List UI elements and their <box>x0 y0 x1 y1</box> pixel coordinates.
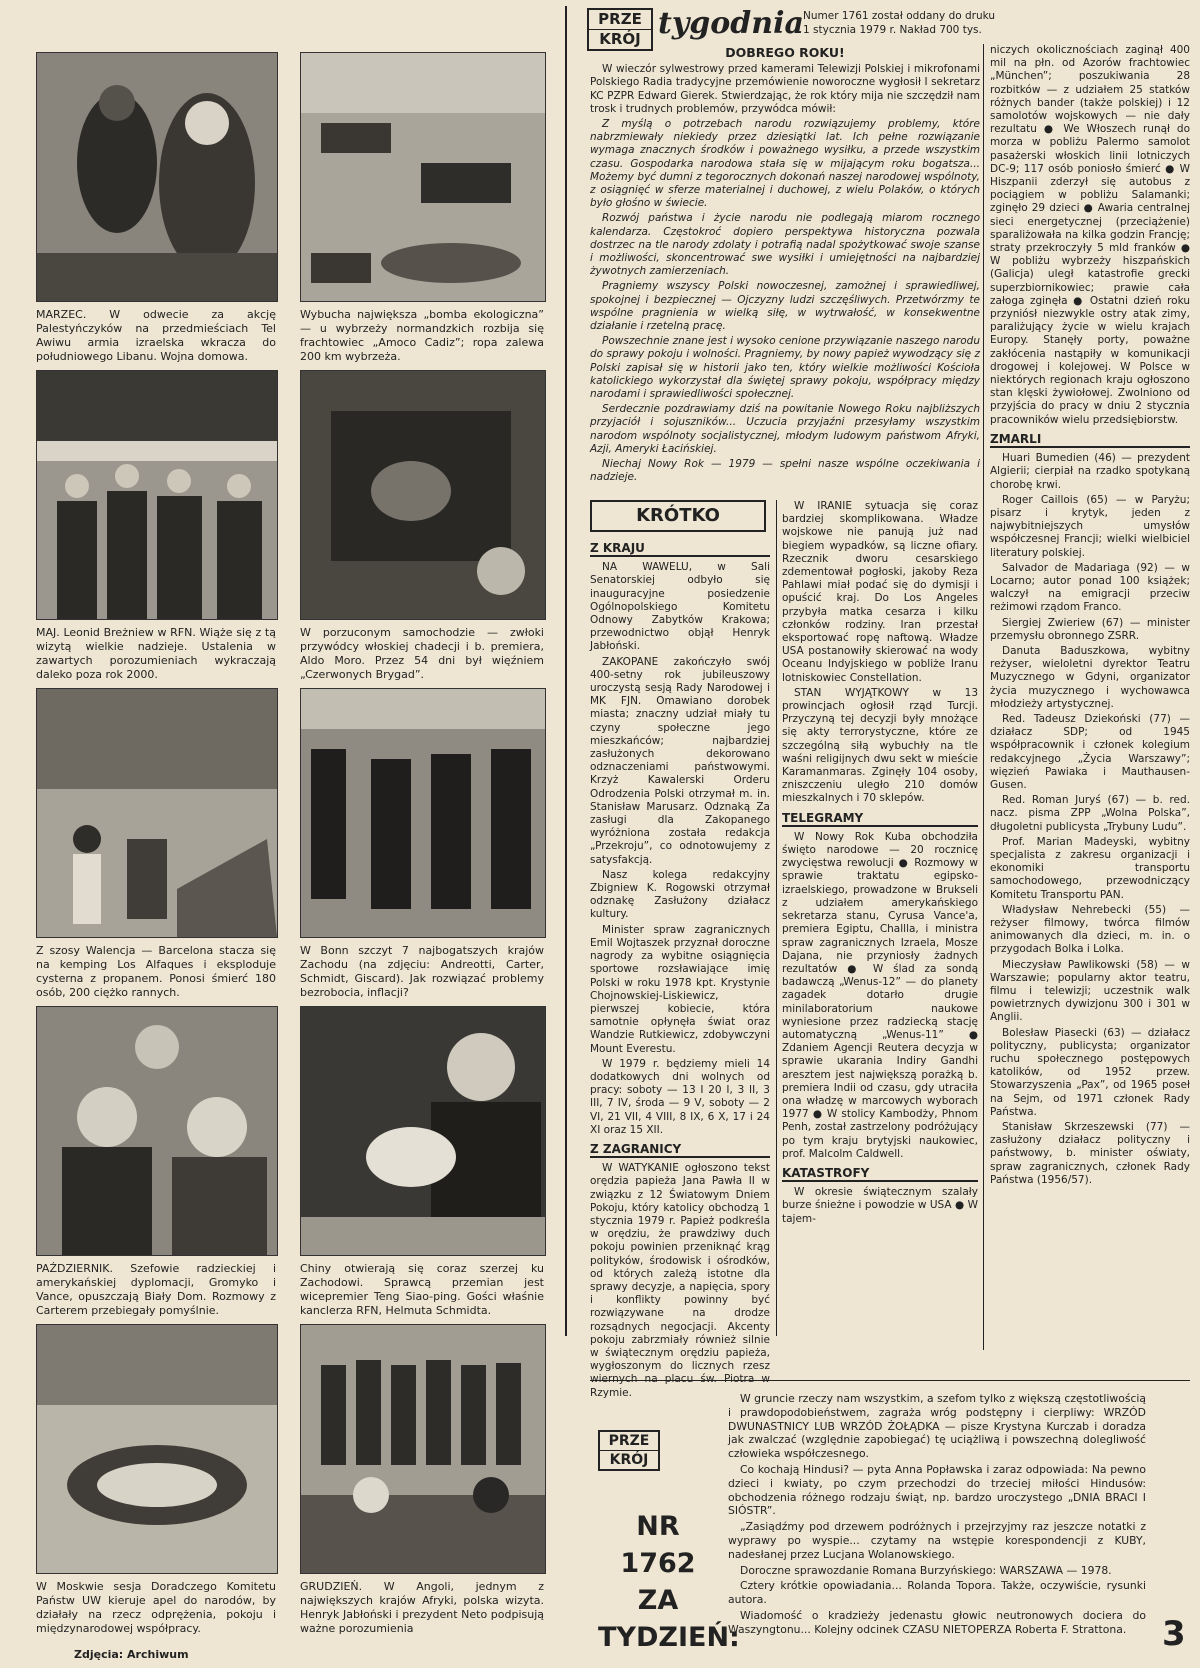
photo-march-lebanon <box>36 52 278 302</box>
print-note-2: 1 stycznia 1979 r. Nakład 700 tys. <box>803 24 982 36</box>
next-issue-item: „Zasiądźmy pod drzewem podróżnych i przejrzyjmy raz jeszcze notatki z wyprawy po wyspie... czytamy na wstępie korespondencji z KUBY, nadesłanej przez Lucjana Wolanowskiego. <box>728 1520 1146 1561</box>
news-item: W IRANIE sytuacja się coraz bardziej skomplikowana. Władze wojskowe nie panują już nad biegiem wypadków, są liczne ofiary. Rzecznik dworu cesarskiego zdementował pogłoski, jakoby Reza Pahlawi miał podać się do dymisji i opuścić kraj. Do Los Angeles przybyła matka cesarza i kilku członków rodziny. Iran przestał eksportować ropę naftową. Władze USA postanowiły skierować na wody Oceanu Indyjskiego w pobliże Iranu lotniskowiec Constellation. <box>782 500 978 684</box>
obituary: Bolesław Piasecki (63) — działacz polityczny, publicysta; organizator ruchu społecznego postępowych katolików, od 1952 przew. Stowarzyszenia „Pax”, od 1965 poseł na Sejm, od 1971 członek Rady Państwa. <box>990 1026 1190 1118</box>
obituary: Prof. Marian Madeyski, wybitny specjalista z zakresu organizacji i ekonomiki transportu samochodowego, przewodniczący Komitetu Transportu PAN. <box>990 835 1190 901</box>
z-kraju-heading: Z KRAJU <box>590 542 770 557</box>
krotko-divider <box>776 500 777 1336</box>
obituary: Władysław Nehrebecki (55) — reżyser filmowy, twórca filmów animowanych dla dzieci, m. in. o przygodach Bolka i Lolka. <box>990 903 1190 956</box>
caption-los-alfaques: Z szosy Walencja — Barcelona stacza się na kemping Los Alfaques i eksploduje cysterna z propanem. Ponosi śmierć 180 osób, 200 ciężko rannych. <box>36 944 276 999</box>
krotko-box: KRÓTKO <box>590 500 766 532</box>
news-item: W WATYKANIE ogłoszono tekst orędzia papieża Jana Pawła II w związku z 12 Światowym Dniem Pokoju, który katolicy obchodzą 1 stycznia 1979 r. Papież podkreśla w orędziu, że prawdziwy duch pokoju powinien przeniknąć krąg polityków, środowisk i ośrodków, od których zależą istotne dla sprawy decyzje, a napięcia, spory i konflikty powinny być rozwiązywane na drodze rozsądnych negocjacji. Akcenty pokoju zabrzmiały również silnie w świątecznym orędziu papieża, wygłoszonym do licznych rzesz Rzymie. <box>590 1162 770 1399</box>
article-paragraph: Pragniemy wszyscy Polski nowoczesnej, zamożnej i sprawiedliwej, spokojnej i bezpiecznej — Ojczyzny ludzi szczęśliwych. Przetwórzmy te wspólne pragnienia w wielką siłę, w wytrwałość, w konsekwentne działanie i rzetelną pracę. <box>590 280 980 333</box>
caption-angola: GRUDZIEŃ. W Angoli, jednym z największych krajów Afryki, polska wizyta. Henryk Jabłoński i prezydent Neto podpisują ważne porozumienia <box>300 1580 544 1635</box>
next-issue-contents <box>728 1392 1146 1652</box>
article-paragraph: Serdecznie pozdrawiamy dziś na powitanie Nowego Roku najbliższych przyjaciół i sojuszników... Uczucia przyjaźni przesyłamy wszystkim narodom wspólnoty socjalistycznej, młodym ludowym państwom Afryki, Azji, Ameryki Łacińskiej. <box>590 403 980 455</box>
right-column-divider <box>983 44 984 1350</box>
photo-teng-schmidt <box>300 1006 546 1256</box>
katastrofy-heading: KATASTROFY <box>782 1167 978 1182</box>
news-item: Nasz kolega redakcyjny Zbigniew K. Rogowski otrzymał odznakę Zasłużony działacz kultury. <box>590 868 770 921</box>
masthead-title: tygodnia <box>658 6 804 41</box>
print-note-1: Numer 1761 został oddany do druku <box>803 10 996 22</box>
caption-bonn-summit: W Bonn szczyt 7 najbogatszych krajów Zachodu (na zdjęciu: Andreotti, Carter, Schmidt, Giscard). Jak rozwiązać problemy bezrobocia, inflacji? <box>300 944 544 999</box>
photo-los-alfaques <box>36 688 278 938</box>
next-issue-item: Cztery krótkie opowiadania... Rolanda Topora. Także, oczywiście, rysunki autora. <box>728 1579 1146 1607</box>
katastrofy-text: W okresie świątecznym szalały burze śnieżne i powodzie w USA ● W tajem- <box>782 1186 978 1225</box>
photo-moscow-session <box>36 1324 278 1574</box>
caption-teng-schmidt: Chiny otwierają się coraz szerzej ku Zachodowi. Sprawcą przemian jest wicepremier Teng Siao-ping. Gości właśnie kanclerza RFN, Helmuta Schmidta. <box>300 1262 544 1317</box>
obituary: Red. Tadeusz Dziekoński (77) — działacz SDP; od 1945 współpracownik i członek kolegium redakcyjnego „Życia Warszawy”; więzień Pawiaka i Mauthausen-Gusen. <box>990 712 1190 791</box>
news-item: W 1979 r. będziemy mieli 14 dodatkowych dni wolnych od pracy: soboty — 13 I 20 I, 3 II, 3 III, 7 IV, środa — 9 V, soboty — 2 VI, 21 VII, 4 VIII, 8 IX, 6 X, 17 i 24 XI oraz 15 XII. <box>590 1057 770 1136</box>
article-paragraph: Rozwój państwa i życie narodu nie podlegają miarom rocznego kalendarza. Częstokroć dopiero perspektywa historyczna pozwala dostrzec na tle narody zdolaty i potrafią nadal spożytkować swoje szanse i możliwości, skoncentrować swe wysiłki i umiejętności na najbardziej żywotnych zamierzeniach. <box>590 212 980 278</box>
caption-brezhnev: MAJ. Leonid Breżniew w RFN. Wiąże się z tą wizytą wielkie nadzieje. Ustalenia w zawartych porozumieniach wykraczają daleko poza rok 2000. <box>36 626 276 681</box>
obituary: Huari Bumedien (46) — prezydent Algierii; cierpiał na rzadko spotykaną chorobę krwi. <box>990 452 1190 491</box>
news-item: ZAKOPANE zakończyło swój 400-setny rok jubileuszowy uroczystą sesją Rady Narodowej i MK FJN. Omawiano dorobek miasta; znaczny udział miały tu czyny społeczne jego mieszkańców; najbardziej zasłużonych dekorowano odznaczeniami państwowymi. Krzyż Kawalerski Orderu Odrodzenia Polski otrzymał m. in. Stanisław Marusarz. Odznaką Za zasługi dla Zakopanego wyróżniona została redakcja „Przekroju”, co odnotowujemy z satysfakcją. <box>590 655 770 866</box>
article-paragraph: Powszechnie znane jest i wysoko cenione przywiązanie naszego narodu do sprawy pokoju i wolności. Pragniemy, by nowy papież wywodzący się z Polski zapisał się w historii jako ten, który wielkie możliwości Kościoła katolickiego wykorzystał dla świętej sprawy pokoju, współpracy między narodami i sprawiedliwości społecznej. <box>590 335 980 401</box>
next-issue-item: Wiadomość o kradzieży jedenastu głowic neutronowych dociera do Waszyngtonu... Kolejny odcinek CZASU NIETOPERZA Roberta F. Strattona. <box>728 1608 1146 1636</box>
przekroj-logo-small <box>598 1430 660 1471</box>
obituary: Salvador de Madariaga (92) — w Locarno; autor ponad 100 książek; walczył na emigracji przeciw reżimowi rządom Franco. <box>990 561 1190 614</box>
obituary: Mieczysław Pawlikowski (58) — w Warszawie; popularny aktor teatru, filmu i telewizji; uczestnik walk powietrznych dywizjonu 300 i 301 w Anglii. <box>990 958 1190 1024</box>
photo-brezhnev <box>36 370 278 620</box>
logo-bottom: KRÓJ <box>609 1452 649 1468</box>
next-issue-line-3: TYDZIEŃ: <box>598 1622 740 1653</box>
caption-amoco-cadiz: Wybucha największa „bomba ekologiczna” — u wybrzeży normandzkich rozbija się frachtowiec „Amoco Cadiz”; ropa zalewa 200 km wybrzeża. <box>300 308 544 363</box>
article-main <box>590 44 980 512</box>
disasters-continued: niczych okolicznościach zaginął 400 mil na płn. od Azorów frachtowiec „München”; poszukiwania 28 rozbitków — z udziałem 25 statków różnych bander (także polskiej) i 12 samolotów wojskowych — nie dały rezultatu ● We Włoszech runął do morza w pobliżu Palermo samolot pasażerski włoskich linii lotniczych DC-9; 117 osób poniosło śmierć ● W Hiszpanii zderzył się autobus z pociągiem w pobliżu Salamanki; zginęło 29 dzieci ● Awaria centralnej sieci energetycznej (przeciążenie) sparaliżowała na kilka godzin Francję; straty przekroczyły 5 mld franków ● W pobliżu wybrzeży hiszpańskich (Galicja) uległ katastrofie grecki superzbiornikowiec; prawie cała załoga zginęła ● Ostatni dzień roku przyniósł niezwykle ostry atak zimy, paraliżujący życie w wielu krajach Europy. Stanęły porty, poważne zakłócenia nastąpiły w komunikacji drogowej i kolejowej. W Polsce w niektórych regionach kraju ogłoszono stan klęski żywiołowej. Zwolniono od przyjścia do pracy w dniu 2 stycznia pracowników wielu przedsiębiorstw. <box>990 44 1190 426</box>
photo-bonn-summit <box>300 688 546 938</box>
news-item: STAN WYJĄTKOWY w 13 prowincjach ogłosił rząd Turcji. Przyczyną tej decyzji były mnożące się akty terrorystyczne, które ze szczególną siłą wybuchły na tle waśni religijnych dwu sekt w mieście Karamanmaras. Zginęły 104 osoby, zniszczeniu uległo 210 domów mieszkalnych i 70 sklepów. <box>782 686 978 805</box>
next-issue-line-1: NR 1762 <box>620 1511 696 1579</box>
article-paragraph: Niechaj Nowy Rok — 1979 — spełni nasze wspólne oczekiwania i nadzieje. <box>590 458 980 484</box>
obituary: Red. Roman Juryś (67) — b. red. nacz. pisma ZPP „Wolna Polska”, długoletni publicysta „Trybuny Ludu”. <box>990 794 1190 833</box>
logo-bottom: KRÓJ <box>599 30 641 48</box>
telegramy-heading: TELEGRAMY <box>782 812 978 827</box>
krotko-column-2 <box>782 500 978 1336</box>
photo-aldo-moro <box>300 370 546 620</box>
z-zagranicy-heading: Z ZAGRANICY <box>590 1143 770 1158</box>
page-number: 3 <box>1162 1614 1186 1654</box>
logo-top: PRZE <box>600 1432 658 1451</box>
next-issue-item: W gruncie rzeczy nam wszystkim, a szefom tylko z większą częstotliwością i prawdopodobieństwem, zagraża wróg podstępny i cierpliwy: WRZÓD DWUNASTNICY LUB WRZÓD ŻOŁĄDKA — pisze Krystyna Kurczab i doradza jak zwalczać (względnie zapobiegać) tę uciążliwą i powszechną dolegliwość człowieka współczesnego. <box>728 1392 1146 1461</box>
next-issue-number <box>598 1508 740 1656</box>
krotko-column-1 <box>590 536 770 1399</box>
photo-amoco-cadiz <box>300 52 546 302</box>
news-item: NA WAWELU, w Sali Senatorskiej odbyło się inauguracyjne posiedzenie Ogólnopolskiego Komitetu Odnowy Zabytków Krakowa; przewodnictwo objął Henryk Jabłoński. <box>590 561 770 653</box>
caption-march: MARZEC. W odwecie za akcję Palestyńczyków na przedmieściach Tel Awiwu armia izraelska wkracza do południowego Libanu. Wojna domowa. <box>36 308 276 363</box>
photo-gromyko-vance <box>36 1006 278 1256</box>
right-column <box>990 44 1190 1354</box>
photo-angola <box>300 1324 546 1574</box>
obituary: Roger Caillois (65) — w Paryżu; pisarz i krytyk, jeden z najwybitniejszych umysłów współczesnej Francji; wielki wielbiciel literatury polskiej. <box>990 493 1190 559</box>
obituary: Siergiej Zwieriew (67) — minister przemysłu obronnego ZSRR. <box>990 616 1190 642</box>
article-title: DOBREGO ROKU! <box>725 45 845 60</box>
obituary: Stanisław Skrzeszewski (77) — zasłużony działacz polityczny i państwowy, b. minister oświaty, spraw zagranicznych, członek Rady Państwa (1956/57). <box>990 1121 1190 1186</box>
photo-credit: Zdjęcia: Archiwum <box>74 1648 189 1661</box>
news-item: Minister spraw zagranicznych Emil Wojtaszek przyznał doroczne nagrody za wybitne osiągnięcia sportowe rozsławiające imię Polski w roku 1978 kpt. Krystynie Chojnowskiej-Liskiewicz, pierwszej kobiecie, która samotnie opłynęła świat oraz Wandzie Rutkiewicz, zdobywczyni Mount Everestu. <box>590 923 770 1055</box>
article-paragraph: W wieczór sylwestrowy przed kamerami Telewizji Polskiej i mikrofonami Polskiego Radia tradycyjne przemówienie noworoczne wygłosił I sekretarz KC PZPR Edward Gierek. Stwierdzając, że rok który mija nie szczędził nam trosk i trudnych problemów, przywódca mówił: <box>590 63 980 115</box>
next-issue-item: Co kochają Hindusi? — pyta Anna Popławska i zaraz odpowiada: Na pewno dzieci i kwiaty, po czym przechodzi do trzeciej miłości Hindusów: obchodzenia różnego rodzaju świąt, np. bardzo uroczystego „DNIA BRACI I SIÓSTR”. <box>728 1462 1146 1518</box>
bottom-box-top-rule <box>590 1380 1190 1381</box>
next-issue-item: Doroczne sprawozdanie Romana Burzyńskiego: WARSZAWA — 1978. <box>740 1563 1112 1577</box>
obituary: Danuta Baduszkowa, wybitny reżyser, wieloletni dyrektor Teatru Muzycznego w Gdyni, organizator życia muzycznego i wychowawca młodzieży artystycznej. <box>990 644 1190 710</box>
telegramy-text: W Nowy Rok Kuba obchodziła święto narodowe — 20 rocznicę zwycięstwa rewolucji ● Rozmowy w sprawie traktatu egipsko-izraelskiego, prowadzone w Brukseli z udziałem amerykańskiego sekretarza stanu, Cyrusa Vance'a, premiera Egiptu, Challla, i ministra spraw zagranicznych Izraela, Mosze Dajana, nie przyniosły żadnych rezultatów ● W ślad za sondą badawczą „Wenus-12” — do planety zagadek dotarło drugie minilaboratorium naukowe wyniesione przez radziecką stację automatyczną „Wenus-11” ● Zdaniem Agencji Reutera decyzja w sprawie ukarania Indiry Gandhi aresztem jest największą porażką b. premiera Indii od czasu, gdy utraciła ona władzę w marcowych wyborach 1977 ● W stolicy Kambodży, Phnom Penh, został zastrzelony podróżujący po tym kraju brytyjski naukowiec, prof. Malcolm Caldwell. <box>782 830 978 1160</box>
article-paragraph: Z myślą o potrzebach narodu rozwiązujemy problemy, które nabrzmiewały niekiedy przez dziesiątki lat. Ich pełne rozwiązanie wymaga znacznych środków i poważnego wysiłku, a przede wszystkim czasu. Gospodarka narodowa stała się w mijającym roku bogatsza... Możemy być dumni z tegorocznych dokonań naszej narodowej wspólnoty, z osiągnięć w sferze materialnej i duchowej, z wielu Polaków, o których było głośno w świecie. <box>590 118 980 210</box>
zmarli-heading: ZMARLI <box>990 433 1190 448</box>
caption-moscow-session: W Moskwie sesja Doradczego Komitetu Państw UW kieruje apel do narodów, by działały na rzecz odprężenia, pokoju i międzynarodowej współpracy. <box>36 1580 276 1635</box>
caption-aldo-moro: W porzuconym samochodzie — zwłoki przywódcy włoskiej chadecji i b. premiera, Aldo Moro. Przez 54 dni był więźniem „Czerwonych Brygad”. <box>300 626 544 681</box>
column-divider <box>565 6 567 1336</box>
logo-top: PRZE <box>589 10 651 30</box>
caption-gromyko-vance: PAŹDZIERNIK. Szefowie radzieckiej i amerykańskiej dyplomacji, Gromyko i Vance, opuszczają Biały Dom. Rozmowy z Carterem przebiegały pomyślnie. <box>36 1262 276 1317</box>
next-issue-line-2: ZA <box>637 1585 679 1616</box>
